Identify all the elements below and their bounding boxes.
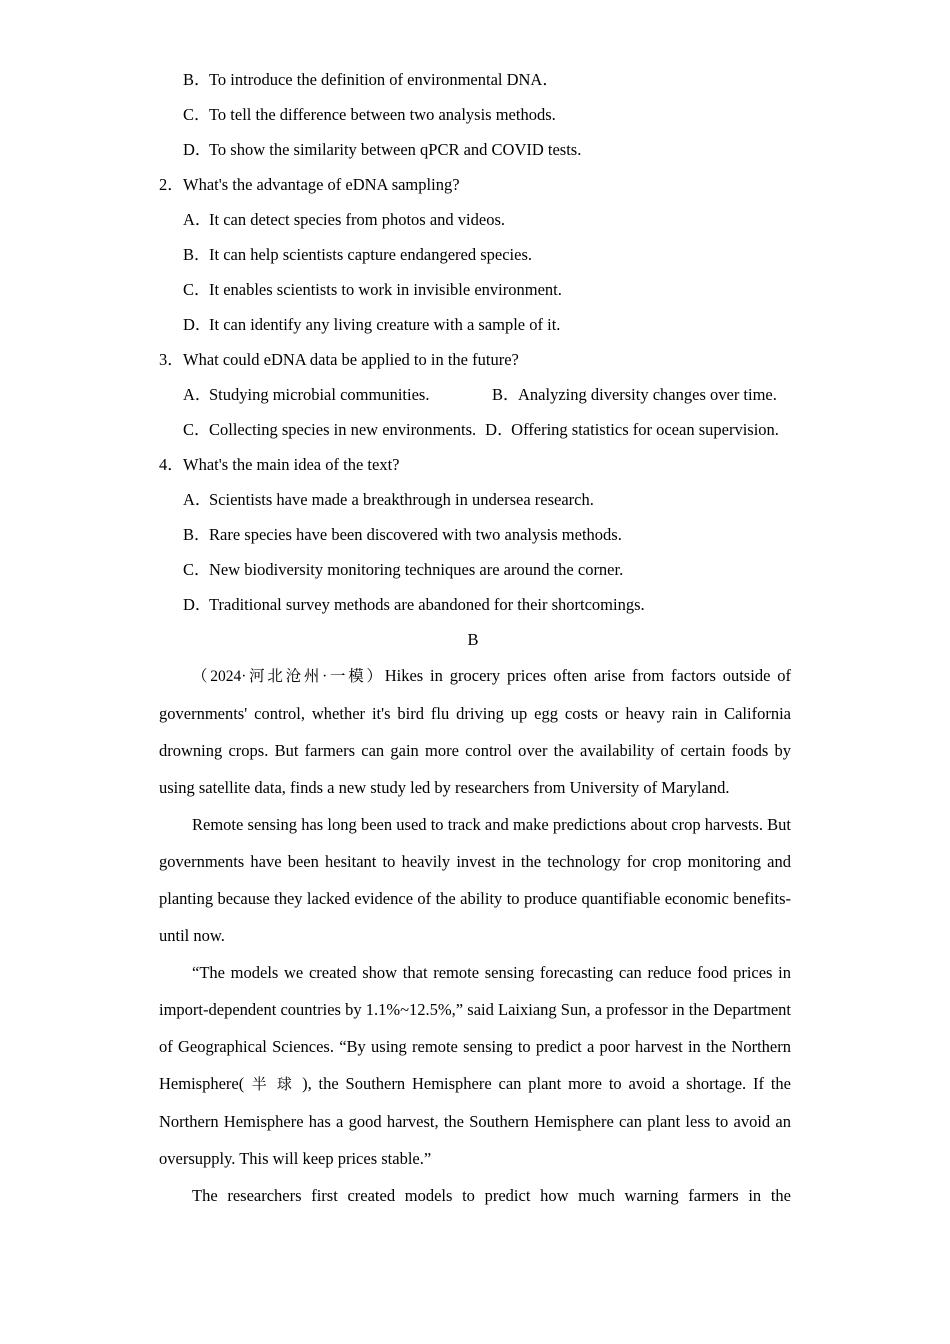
question-number: 4． xyxy=(159,455,184,474)
option-label: D． xyxy=(183,140,212,159)
option-row xyxy=(159,132,791,167)
option-text: To show the similarity between qPCR and COVID tests. xyxy=(209,140,582,159)
question-stem xyxy=(159,167,791,202)
paragraph-body: The researchers first created models to predict how much warning farmers in the xyxy=(192,1186,791,1205)
option-label: A． xyxy=(183,385,212,404)
passage-paragraph-3 xyxy=(159,954,791,1177)
option-text: Collecting species in new environments. xyxy=(209,420,477,439)
section-heading: B xyxy=(467,630,479,649)
option-label: C． xyxy=(183,420,211,439)
option-text: New biodiversity monitoring techniques are around the corner. xyxy=(209,560,624,579)
question-text: What's the advantage of eDNA sampling? xyxy=(183,175,460,194)
option-label: D． xyxy=(183,595,212,614)
passage-paragraph-1 xyxy=(159,657,791,806)
option-label: A． xyxy=(183,210,212,229)
option-row xyxy=(159,202,791,237)
option-row-two-column xyxy=(159,377,791,412)
question-stem xyxy=(159,342,791,377)
option-row xyxy=(159,587,791,622)
paragraph-body: Hikes in grocery prices often arise from factors outside of governments' control, whether it's bird flu driving up egg costs or heavy rain in California drowning crops. But farmers can gain more control over the availability of certain foods by using satellite data, finds a new study led by researchers from University of Maryland. xyxy=(159,666,791,797)
option-text: Rare species have been discovered with two analysis methods. xyxy=(209,525,622,544)
option-label: D． xyxy=(183,315,212,334)
option-text: It can detect species from photos and videos. xyxy=(209,210,505,229)
question-text: What could eDNA data be applied to in the future? xyxy=(183,350,519,369)
option-label: B． xyxy=(183,525,211,544)
paragraph-part-2: ), the Southern Hemisphere can plant more to avoid a shortage. If the Northern Hemisphere has a good harvest, the Southern Hemisphere can plant less to avoid an oversupply. This will keep prices stable.” xyxy=(159,1074,791,1168)
option-label: B． xyxy=(183,70,211,89)
option-text: Offering statistics for ocean supervision. xyxy=(511,420,779,439)
option-text: To introduce the definition of environmental DNA． xyxy=(209,70,559,89)
option-text: Analyzing diversity changes over time. xyxy=(518,385,777,404)
option-text: It can help scientists capture endangered species. xyxy=(209,245,532,264)
passage-paragraph-4-partial xyxy=(159,1177,791,1214)
option-text: Scientists have made a breakthrough in undersea research. xyxy=(209,490,594,509)
option-row xyxy=(159,237,791,272)
option-label: B． xyxy=(183,245,211,264)
chinese-gloss: 半 球 xyxy=(244,1075,303,1093)
option-row xyxy=(159,307,791,342)
option-label: C． xyxy=(183,280,211,299)
option-row xyxy=(159,62,791,97)
option-row xyxy=(159,517,791,552)
option-text: It enables scientists to work in invisible environment. xyxy=(209,280,562,299)
passage-paragraph-2: Remote sensing has long been used to track and make predictions about crop harvests. But governments have been hesitant to heavily invest in the technology for crop monitoring and planting because they lacked evidence of the ability to produce quantifiable economic benefits-until now. xyxy=(159,815,791,945)
option-label: A． xyxy=(183,490,212,509)
option-text: To tell the difference between two analysis methods. xyxy=(209,105,556,124)
option-row-run-on xyxy=(159,412,791,447)
option-row xyxy=(159,97,791,132)
option-label: C． xyxy=(183,105,211,124)
option-text: Traditional survey methods are abandoned for their shortcomings. xyxy=(209,595,645,614)
source-tag: （2024·河北沧州·一模） xyxy=(192,668,385,685)
option-label: D． xyxy=(485,420,514,439)
question-text: What's the main idea of the text? xyxy=(183,455,400,474)
page-content xyxy=(159,62,791,1214)
option-row xyxy=(159,272,791,307)
question-stem xyxy=(159,447,791,482)
option-row xyxy=(159,482,791,517)
option-row xyxy=(159,552,791,587)
question-number: 3． xyxy=(159,350,184,369)
option-label: B． xyxy=(492,385,520,404)
option-text: It can identify any living creature with a sample of it. xyxy=(209,315,561,334)
option-label: C． xyxy=(183,560,211,579)
option-text: Studying microbial communities. xyxy=(209,385,430,404)
question-number: 2． xyxy=(159,175,184,194)
paragraph-part-1: “The models we created show that remote sensing forecasting can reduce food prices in import-dependent countries by 1.1%~12.5%,” said Laixiang Sun, a professor in the Department of Geographical Sciences. “By using remote sensing to predict a poor harvest in the Northern Hemisphere( xyxy=(159,963,791,1093)
option-column-right xyxy=(492,377,777,412)
